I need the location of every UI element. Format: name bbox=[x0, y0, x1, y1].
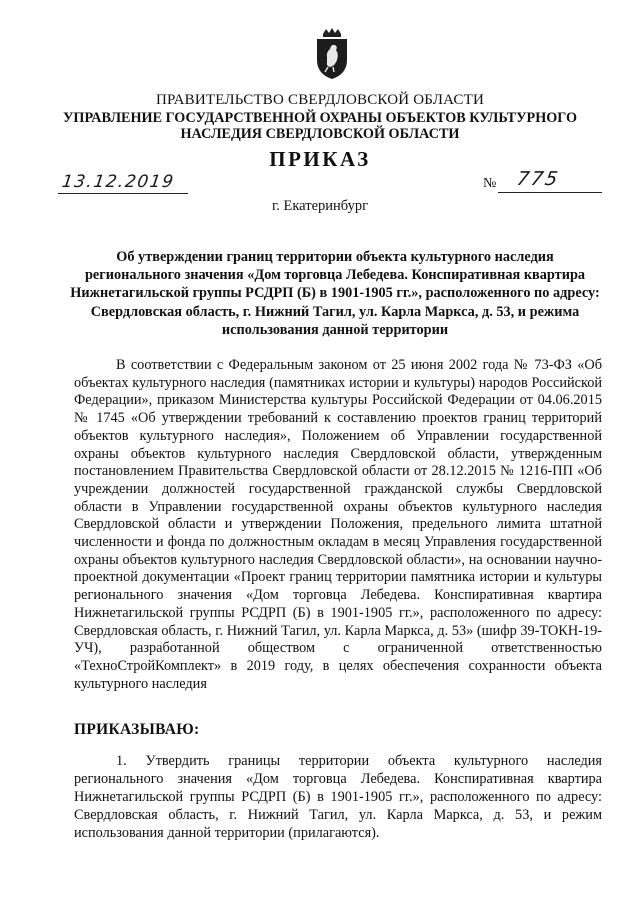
coat-of-arms-icon bbox=[314, 28, 350, 80]
number-underline bbox=[498, 192, 602, 193]
document-date: 13.12.2019 bbox=[60, 172, 176, 192]
number-label: № bbox=[483, 176, 497, 191]
preamble-paragraph: В соответствии с Федеральным законом от 25 июня 2002 года № 73-ФЗ «Об объектах культурного наследия (памятниках истории и культуры) народов Российской Федерации», приказом Министерства культуры Российской Федерации от 04.06.2015 № 1745 «Об утверждении требований к составлению проектов границ территорий объектов культурного наследия», Положением об Управлении государственной охраны объектов культурного наследия Свердловской области, утвержденным постановлением Правительства Свердловской области от 28.12.2015 № 1216-ПП «Об учреждении должностей государственной гражданской службы Свердловской области в Управлении государственной охраны объектов культурного наследия Свердловской области и утверждении Положения, предельного лимита штатной численности и фонда по должностным окладам в месяц Управления государственной охраны объектов культурного наследия Свердловской области», на основании научно-проектной документации «Проект границ территории памятника истории и культуры регионального значения «Дом торговца Лебедева. Конспиративная квартира Нижнетагильской группы РСДРП (Б) в 1901-1905 гг.», расположенного по адресу: Свердловская область, г. Нижний Тагил, ул. Карла Маркса, д. 53» (шифр 39-ТОКН-19-УЧ), разработанной обществом с ограниченной ответственностью «ТехноСтройКомплект» в 2019 году, в целях обеспечения сохранности объекта культурного наследия bbox=[74, 357, 602, 692]
order-item: 1. Утвердить границы территории объекта культурного наследия регионального значения «Дом торговца Лебедева. Конспиративная квартира Нижнетагильской группы РСДРП (Б) в 1901-1905 гг.», расположенного по адресу: Свердловская область, г. Нижний Тагил, ул. Карла Маркса, д. 53, и режим использования данной территории (прилагаются). bbox=[74, 753, 602, 841]
department-name: УПРАВЛЕНИЕ ГОСУДАРСТВЕННОЙ ОХРАНЫ ОБЪЕКТОВ КУЛЬТУРНОГО НАСЛЕДИЯ СВЕРДЛОВСКОЙ ОБЛАСТИ bbox=[63, 110, 577, 142]
document-title: Об утверждении границ территории объекта культурного наследия регионального значения «Дом торговца Лебедева. Конспиративная квартира Нижнетагильской группы РСДРП (Б) в 1901-1905 гг.», расположенного по адресу: Свердловская область, г. Нижний Тагил, ул. Карла Маркса, д. 53, и режима использования данной территории bbox=[70, 249, 600, 338]
date-underline bbox=[58, 193, 188, 194]
document-number: 775 bbox=[515, 168, 562, 190]
government-name: ПРАВИТЕЛЬСТВО СВЕРДЛОВСКОЙ ОБЛАСТИ bbox=[155, 92, 485, 108]
order-heading: ПРИКАЗЫВАЮ: bbox=[74, 721, 200, 738]
document-city: г. Екатеринбург bbox=[271, 198, 369, 214]
document-type: ПРИКАЗ bbox=[269, 147, 371, 171]
